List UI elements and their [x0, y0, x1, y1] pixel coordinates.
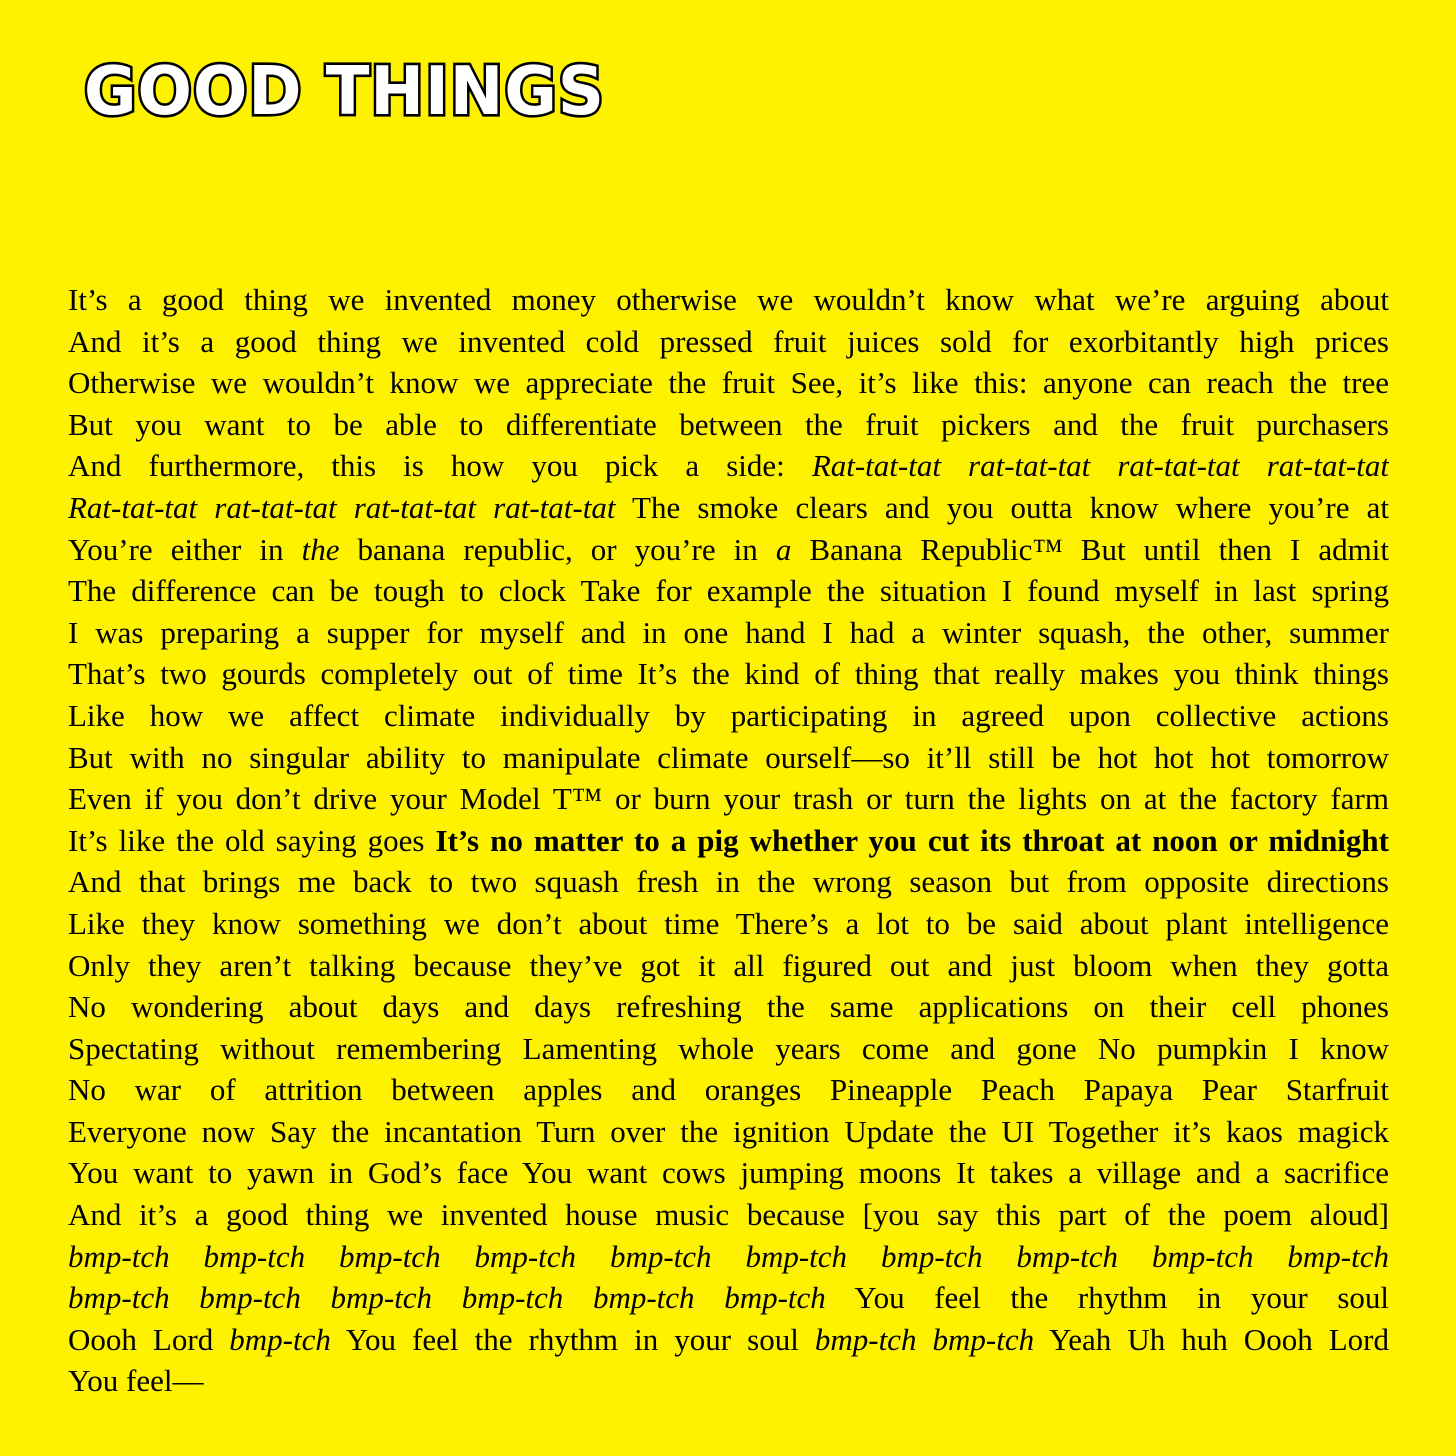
- poem-line: [68, 653, 1389, 695]
- poem-text: But with no singular ability to manipulate climate ourself—so it’ll still be hot hot hot tomorrow: [68, 739, 1389, 775]
- poem-text: Spectating without remembering Lamenting whole years come and gone No pumpkin I know: [68, 1030, 1389, 1066]
- poem-line: [68, 1360, 1389, 1402]
- poem-italic-phrase: Rat-tat-tat rat-tat-tat rat-tat-tat rat-tat-tat: [68, 489, 616, 525]
- poem-italic-phrase: bmp-tch bmp-tch: [814, 1321, 1035, 1357]
- poem-bold-phrase: It’s no matter to a pig whether you cut its throat at noon or midnight: [435, 822, 1389, 858]
- poem-text: banana republic, or you’re in: [339, 531, 776, 567]
- poem-line: [68, 570, 1389, 612]
- poem-text: You feel the rhythm in your soul: [825, 1280, 1389, 1316]
- poem-line: [68, 1028, 1389, 1070]
- poem-italic-phrase: bmp-tch bmp-tch bmp-tch bmp-tch bmp-tch bmp-tch: [68, 1280, 826, 1316]
- poem-text: Banana Republic™ But until then I admit: [791, 531, 1389, 567]
- poem-line: [68, 986, 1389, 1028]
- poem-text: The smoke clears and you outta know where you’re at: [615, 489, 1389, 525]
- poem-text: The difference can be tough to clock Take for example the situation I found myself in last spring: [68, 573, 1389, 609]
- poem-italic-phrase: bmp-tch bmp-tch bmp-tch bmp-tch bmp-tch bmp-tch bmp-tch bmp-tch bmp-tch bmp-tch: [68, 1238, 1389, 1274]
- poem-italic-phrase: a: [775, 531, 792, 567]
- poem-line: [68, 612, 1389, 654]
- poem-line: [68, 737, 1389, 779]
- poem-line: [68, 1277, 1389, 1319]
- page-title: GOOD THINGS: [84, 53, 605, 131]
- poem-line: [68, 279, 1389, 321]
- poem-text: I was preparing a supper for myself and in one hand I had a winter squash, the other, summer: [68, 614, 1389, 650]
- poem-italic-phrase: bmp-tch: [229, 1321, 331, 1357]
- poem-text: No war of attrition between apples and oranges Pineapple Peach Papaya Pear Starfruit: [68, 1072, 1389, 1108]
- poem-line: [68, 1152, 1389, 1194]
- poem-line: [68, 445, 1389, 487]
- poem-line: [68, 778, 1389, 820]
- poem-line: [68, 1111, 1389, 1153]
- poem-text: You feel—: [68, 1363, 204, 1399]
- poem-text: But you want to be able to differentiate between the fruit pickers and the fruit purchasers: [68, 406, 1389, 442]
- poem-text: Even if you don’t drive your Model T™ or burn your trash or turn the lights on at the factory farm: [68, 781, 1389, 817]
- poem-text: Like they know something we don’t about time There’s a lot to be said about plant intelligence: [68, 905, 1389, 941]
- poem-line: [68, 529, 1389, 571]
- poem-line: [68, 903, 1389, 945]
- poem-body: [68, 279, 1389, 1402]
- poem-text: No wondering about days and days refreshing the same applications on their cell phones: [68, 989, 1389, 1025]
- poem-text: It’s like the old saying goes: [68, 822, 436, 858]
- poem-text: And furthermore, this is how you pick a side:: [68, 448, 812, 484]
- poem-text: That’s two gourds completely out of time It’s the kind of thing that really makes you think things: [68, 656, 1389, 692]
- poem-text: Only they aren’t talking because they’ve got it all figured out and just bloom when they gotta: [68, 947, 1389, 983]
- poem-line: [68, 1236, 1389, 1278]
- poem-text: Oooh Lord: [68, 1321, 230, 1357]
- poem-line: [68, 321, 1389, 363]
- poem-line: [68, 1069, 1389, 1111]
- poem-text: Everyone now Say the incantation Turn over the ignition Update the UI Together it’s kaos magick: [68, 1113, 1389, 1149]
- poem-line: [68, 1194, 1389, 1236]
- poem-text: It’s a good thing we invented money otherwise we wouldn’t know what we’re arguing about: [68, 282, 1389, 317]
- poem-line: [68, 861, 1389, 903]
- poem-text: And it’s a good thing we invented house music because [you say this part of the poem aloud]: [68, 1197, 1389, 1233]
- poem-italic-phrase: Rat-tat-tat rat-tat-tat rat-tat-tat rat-tat-tat: [811, 448, 1389, 484]
- poem-italic-phrase: the: [301, 531, 340, 567]
- poem-text: Yeah Uh huh Oooh Lord: [1034, 1321, 1389, 1357]
- poem-line: [68, 820, 1389, 862]
- poem-line: [68, 695, 1389, 737]
- poem-line: [68, 362, 1389, 404]
- poem-text: Otherwise we wouldn’t know we appreciate the fruit See, it’s like this: anyone can reach the tree: [68, 365, 1389, 401]
- poem-text: And it’s a good thing we invented cold pressed fruit juices sold for exorbitantly high prices: [68, 323, 1389, 359]
- poem-text: Like how we affect climate individually by participating in agreed upon collective actions: [68, 697, 1389, 733]
- poem-text: And that brings me back to two squash fresh in the wrong season but from opposite directions: [68, 864, 1389, 900]
- poem-line: [68, 1319, 1389, 1361]
- poem-text: You feel the rhythm in your soul: [330, 1321, 815, 1357]
- poem-line: [68, 404, 1389, 446]
- poem-line: [68, 487, 1389, 529]
- poem-text: You’re either in: [68, 531, 302, 567]
- poem-line: [68, 945, 1389, 987]
- poem-text: You want to yawn in God’s face You want cows jumping moons It takes a village and a sacrifice: [68, 1155, 1389, 1191]
